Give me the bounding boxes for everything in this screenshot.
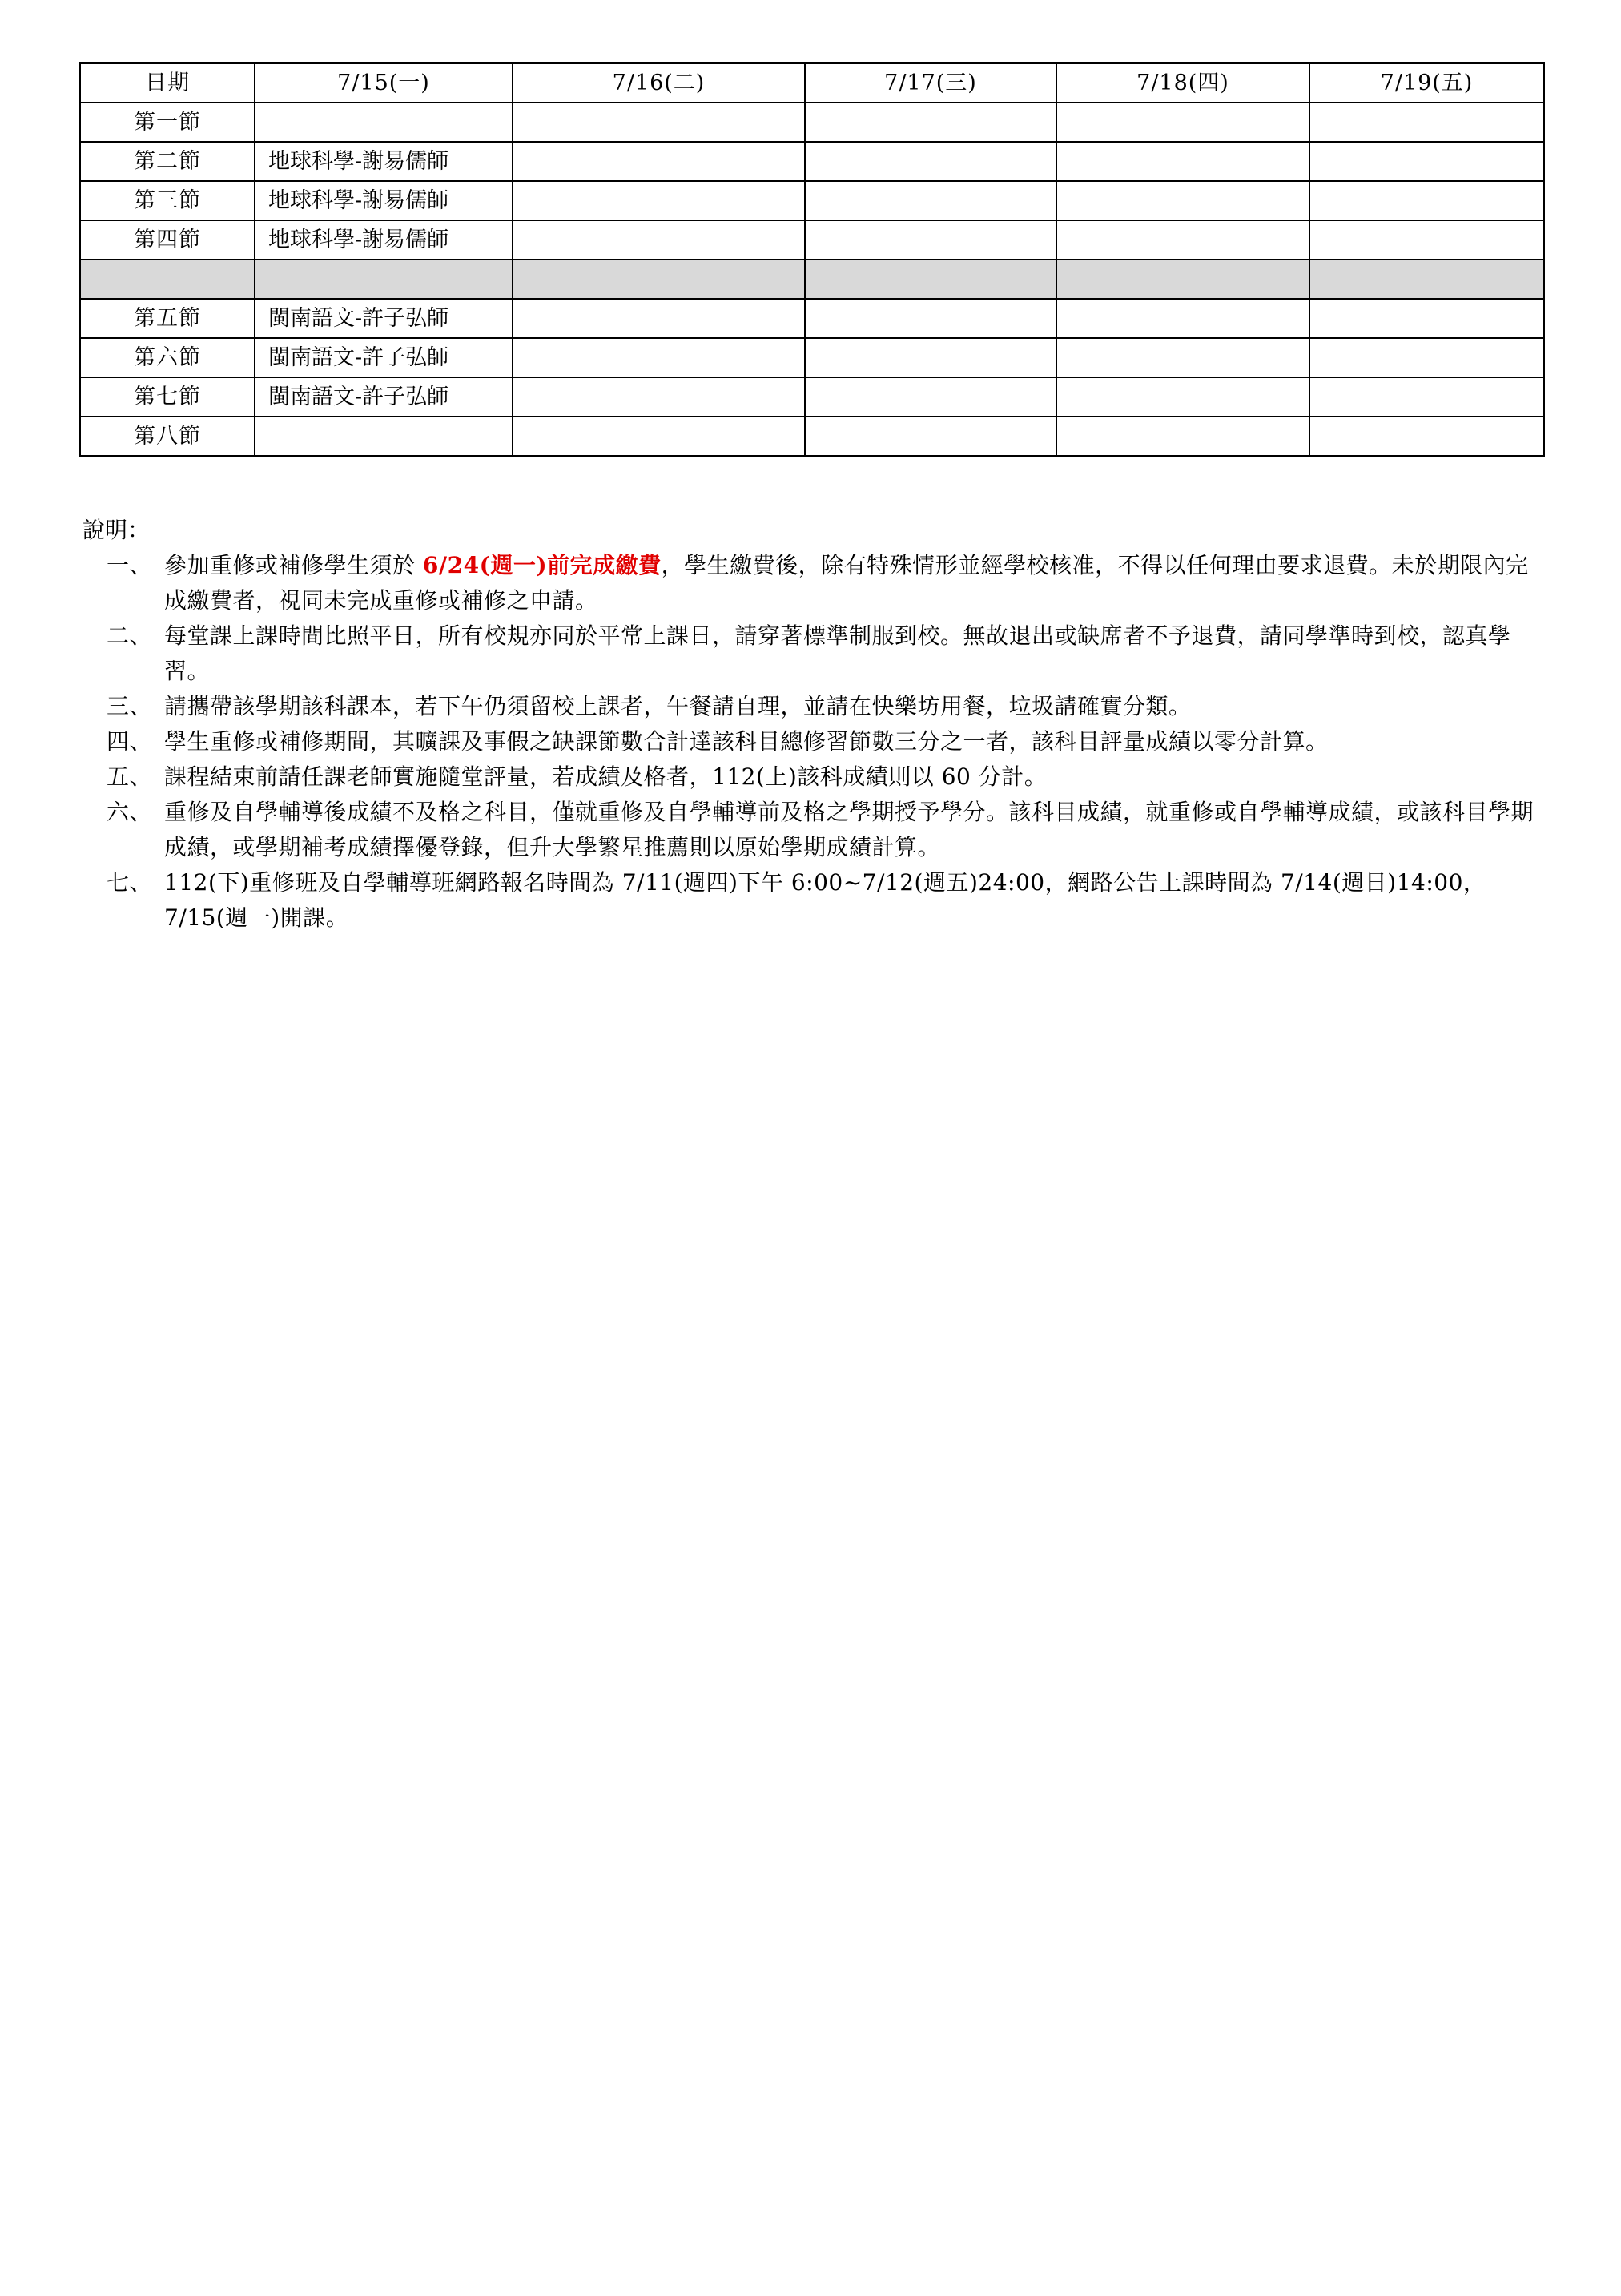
schedule-cell <box>255 417 513 456</box>
period-label: 第四節 <box>80 220 255 260</box>
schedule-cell <box>1309 338 1544 377</box>
note-number: 五、 <box>107 763 153 790</box>
note-text: 學生重修或補修期間，其曠課及事假之缺課節數合計達該科目總修習節數三分之一者，該科目評量成績以零分計算。 <box>164 728 1329 755</box>
note-number: 七、 <box>107 869 153 896</box>
note-item-1 <box>79 548 1545 618</box>
period-row <box>80 377 1544 417</box>
note-text: 請攜帶該學期該科課本，若下午仍須留校上課者，午餐請自理，並請在快樂坊用餐，垃圾請確實分類。 <box>164 693 1192 719</box>
schedule-cell <box>805 260 1056 299</box>
note-number: 一、 <box>107 552 153 578</box>
schedule-cell <box>1056 103 1309 142</box>
schedule-cell <box>1056 181 1309 220</box>
period-row <box>80 417 1544 456</box>
note-item-7 <box>79 865 1545 936</box>
schedule-cell <box>805 142 1056 181</box>
schedule-cell: 地球科學-謝易儒師 <box>255 181 513 220</box>
schedule-cell <box>513 299 805 338</box>
period-row <box>80 103 1544 142</box>
note-number: 三、 <box>107 693 153 719</box>
schedule-header <box>80 63 1544 103</box>
schedule-cell <box>513 338 805 377</box>
period-label: 第三節 <box>80 181 255 220</box>
schedule-cell <box>1309 220 1544 260</box>
payment-deadline-highlight: 6/24(週一)前完成繳費 <box>422 552 662 578</box>
schedule-cell: 閩南語文-許子弘師 <box>255 338 513 377</box>
period-row <box>80 220 1544 260</box>
period-label: 第二節 <box>80 142 255 181</box>
schedule-cell <box>805 103 1056 142</box>
period-row <box>80 299 1544 338</box>
note-text: 課程結束前請任課老師實施隨堂評量，若成績及格者，112(上)該科成績則以 60 分計。 <box>164 763 1048 790</box>
note-text: ，學生繳費後，除有特殊情形並經學校核准，不得以任何理由要求退費。未於期限內完成繳費者，視同未完成重修或補修之申請。 <box>164 552 1529 614</box>
schedule-cell <box>1309 417 1544 456</box>
period-label: 第一節 <box>80 103 255 142</box>
schedule-cell <box>513 260 805 299</box>
schedule-cell <box>255 103 513 142</box>
schedule-cell <box>1056 260 1309 299</box>
period-label: 第八節 <box>80 417 255 456</box>
schedule-cell <box>1056 377 1309 417</box>
note-item-6 <box>79 795 1545 865</box>
schedule-cell <box>1309 103 1544 142</box>
period-label: 第六節 <box>80 338 255 377</box>
schedule-cell <box>805 338 1056 377</box>
schedule-body <box>80 103 1544 456</box>
period-label <box>80 260 255 299</box>
note-number: 二、 <box>107 622 153 649</box>
schedule-cell: 地球科學-謝易儒師 <box>255 220 513 260</box>
note-text: 每堂課上課時間比照平日，所有校規亦同於平常上課日，請穿著標準制服到校。無故退出或缺席者不予退費，請同學準時到校，認真學習。 <box>164 622 1511 684</box>
period-label: 第五節 <box>80 299 255 338</box>
schedule-cell <box>1056 142 1309 181</box>
schedule-cell <box>513 142 805 181</box>
header-day-wed: 7/17(三) <box>805 63 1056 103</box>
schedule-cell <box>1056 220 1309 260</box>
note-text: 參加重修或補修學生須於 <box>164 552 423 578</box>
schedule-cell <box>805 417 1056 456</box>
schedule-cell <box>1309 299 1544 338</box>
header-day-tue: 7/16(二) <box>513 63 805 103</box>
schedule-cell <box>1056 417 1309 456</box>
schedule-cell <box>1309 260 1544 299</box>
schedule-cell <box>1309 377 1544 417</box>
lunch-break-row <box>80 260 1544 299</box>
header-row <box>80 63 1544 103</box>
schedule-cell <box>805 299 1056 338</box>
schedule-cell <box>1309 142 1544 181</box>
note-text: 重修及自學輔導後成績不及格之科目，僅就重修及自學輔導前及格之學期授予學分。該科目成績，就重修或自學輔導成績，或該科目學期成績，或學期補考成績擇優登錄，但升大學繁星推薦則以原始學期成績計算。 <box>164 799 1535 860</box>
header-day-fri: 7/19(五) <box>1309 63 1544 103</box>
note-item-5 <box>79 759 1545 795</box>
schedule-cell <box>1309 181 1544 220</box>
schedule-cell <box>513 220 805 260</box>
note-text: 112(下)重修班及自學輔導班網路報名時間為 7/11(週四)下午 6:00~7/12(週五)24:00，網路公告上課時間為 7/14(週日)14:00，7/15(週一)開課。 <box>164 869 1486 931</box>
note-number: 四、 <box>107 728 153 755</box>
header-day-mon: 7/15(一) <box>255 63 513 103</box>
notes-title: 說明： <box>82 517 151 543</box>
schedule-cell <box>1056 299 1309 338</box>
schedule-cell: 地球科學-謝易儒師 <box>255 142 513 181</box>
period-row <box>80 338 1544 377</box>
note-number: 六、 <box>107 799 153 825</box>
period-label: 第七節 <box>80 377 255 417</box>
schedule-cell <box>513 103 805 142</box>
schedule-cell: 閩南語文-許子弘師 <box>255 377 513 417</box>
note-item-3 <box>79 689 1545 724</box>
schedule-cell <box>1056 338 1309 377</box>
schedule-cell <box>513 417 805 456</box>
note-item-4 <box>79 724 1545 759</box>
schedule-cell <box>513 181 805 220</box>
schedule-cell <box>805 181 1056 220</box>
header-date-label: 日期 <box>80 63 255 103</box>
period-row <box>80 142 1544 181</box>
schedule-cell <box>255 260 513 299</box>
schedule-cell <box>805 220 1056 260</box>
notes-section <box>79 513 1545 936</box>
schedule-cell <box>513 377 805 417</box>
header-day-thu: 7/18(四) <box>1056 63 1309 103</box>
note-item-2 <box>79 618 1545 689</box>
schedule-cell <box>805 377 1056 417</box>
period-row <box>80 181 1544 220</box>
schedule-cell: 閩南語文-許子弘師 <box>255 299 513 338</box>
schedule-table <box>79 62 1545 457</box>
